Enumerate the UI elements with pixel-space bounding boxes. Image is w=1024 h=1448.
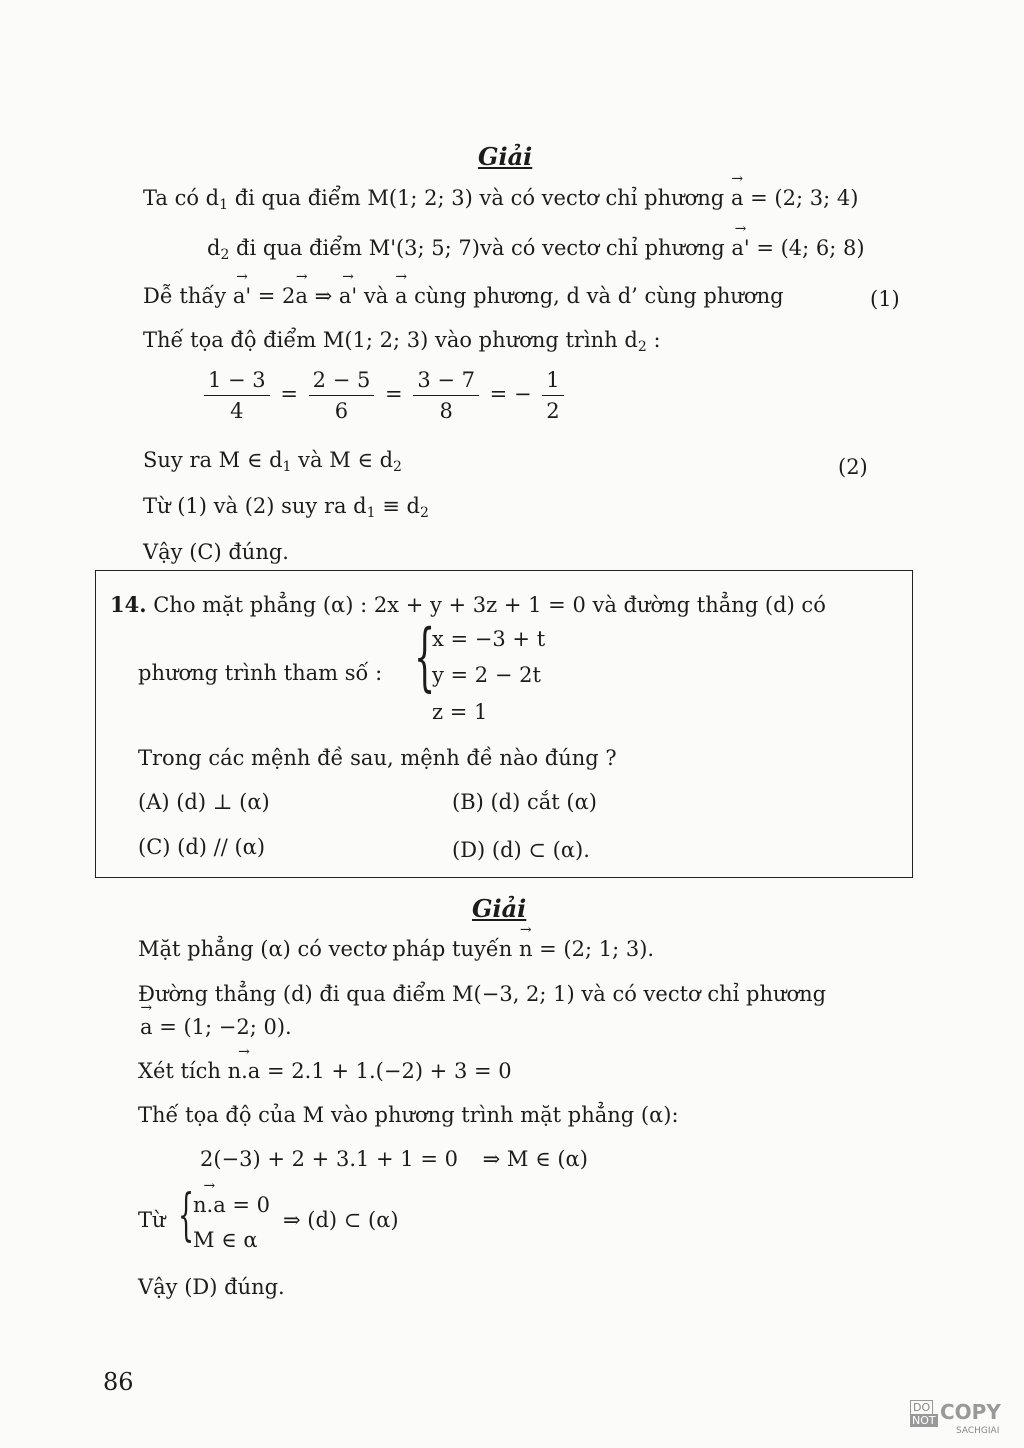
solution2-line-1: Mặt phẳng (α) có vectơ pháp tuyến → n = (2; 1; 3). <box>138 937 654 961</box>
system-row-1: x = −3 + t <box>432 627 546 651</box>
question-number: 14. <box>110 592 147 617</box>
fraction-equation: $\frac{1 - 3}{4}$ = $\frac{2 - 5}{6}$ = $\frac{3 - 7}{8}$ = − $\frac{1}{2}$ <box>200 368 568 423</box>
fraction-1: $\frac{1 - 3}{4}$ <box>204 368 270 423</box>
vector-a-prime: → a' <box>731 236 749 260</box>
solution2-line-6: 2(−3) + 2 + 3.1 + 1 = 0 ⇒ M ∈ (α) <box>200 1147 588 1171</box>
option-a: (A) (d) ⊥ (α) <box>138 790 270 814</box>
solution-heading-2: Giải <box>472 894 527 923</box>
question-14-line-2: phương trình tham số : <box>138 661 383 685</box>
fraction-2: $\frac{2 - 5}{6}$ <box>309 368 375 423</box>
solution-line-6: Từ (1) và (2) suy ra $d_1 \equiv d_2$ <box>143 494 429 521</box>
system-brace: { <box>414 614 436 700</box>
solution2-line-7-label: Từ <box>138 1208 166 1232</box>
system-row-3: z = 1 <box>432 700 488 724</box>
dot-product: → n.a <box>228 1059 261 1083</box>
solution2-line-2: Đường thẳng (d) đi qua điểm M(−3, 2; 1) và có vectơ chỉ phương <box>138 982 827 1006</box>
question-14-line-1: 14. Cho mặt phẳng (α) : 2x + y + 3z + 1 = 0 và đường thẳng (d) có <box>110 592 826 617</box>
option-b: (B) (d) cắt (α) <box>452 790 597 814</box>
solution2-line-3: → a = (1; −2; 0). <box>140 1015 292 1039</box>
system-row-2: y = 2 − 2t <box>432 663 541 687</box>
solution-line-4: Thế tọa độ điểm M(1; 2; 3) vào phương trình $d_2$ : <box>143 328 661 355</box>
equation-tag-1: (1) <box>870 287 900 311</box>
vector-a: → a <box>140 1015 153 1039</box>
solution2-line-4: Xét tích → n.a = 2.1 + 1.(−2) + 3 = 0 <box>138 1059 512 1083</box>
page-number: 86 <box>103 1368 134 1396</box>
system2-row-2: M ∈ α <box>193 1228 258 1252</box>
solution-conclusion-1: Vậy (C) đúng. <box>143 540 289 564</box>
option-d: (D) (d) ⊂ (α). <box>452 838 590 862</box>
system-brace-2: { <box>178 1183 195 1248</box>
system2-row-1: → n.a = 0 <box>193 1193 270 1217</box>
solution-line-5: Suy ra M ∈ $d_1$ và M ∈ $d_2$ <box>143 448 402 475</box>
fraction-4: $\frac{1}{2}$ <box>542 368 563 423</box>
vector-n: → n <box>519 937 533 961</box>
option-c: (C) (d) // (α) <box>138 835 266 859</box>
equation-tag-2: (2) <box>838 455 868 479</box>
vector-a: → a <box>731 186 744 210</box>
fraction-3: $\frac{3 - 7}{8}$ <box>413 368 479 423</box>
solution-conclusion-2: Vậy (D) đúng. <box>138 1275 285 1299</box>
solution-line-3: Dễ thấy → a' = 2→ a ⇒ → a' và → a cùng phương, d và d’ cùng phương <box>143 284 903 308</box>
do-not-copy-stamp: DO NOT COPY SACHGIAI <box>912 1400 1001 1436</box>
solution-heading-1: Giải <box>478 142 533 171</box>
solution-line-2: $d_2$ đi qua điểm M'(3; 5; 7)và có vectơ chỉ phương → a' = (4; 6; 8) <box>207 236 865 263</box>
solution-line-1: Ta có $d_1$ đi qua điểm M(1; 2; 3) và có vectơ chỉ phương → a = (2; 3; 4) <box>143 186 858 213</box>
solution2-line-5: Thế tọa độ của M vào phương trình mặt phẳng (α): <box>138 1103 679 1127</box>
question-14-prompt: Trong các mệnh đề sau, mệnh đề nào đúng ? <box>138 746 617 770</box>
solution2-line-7-result: ⇒ (d) ⊂ (α) <box>283 1208 399 1232</box>
